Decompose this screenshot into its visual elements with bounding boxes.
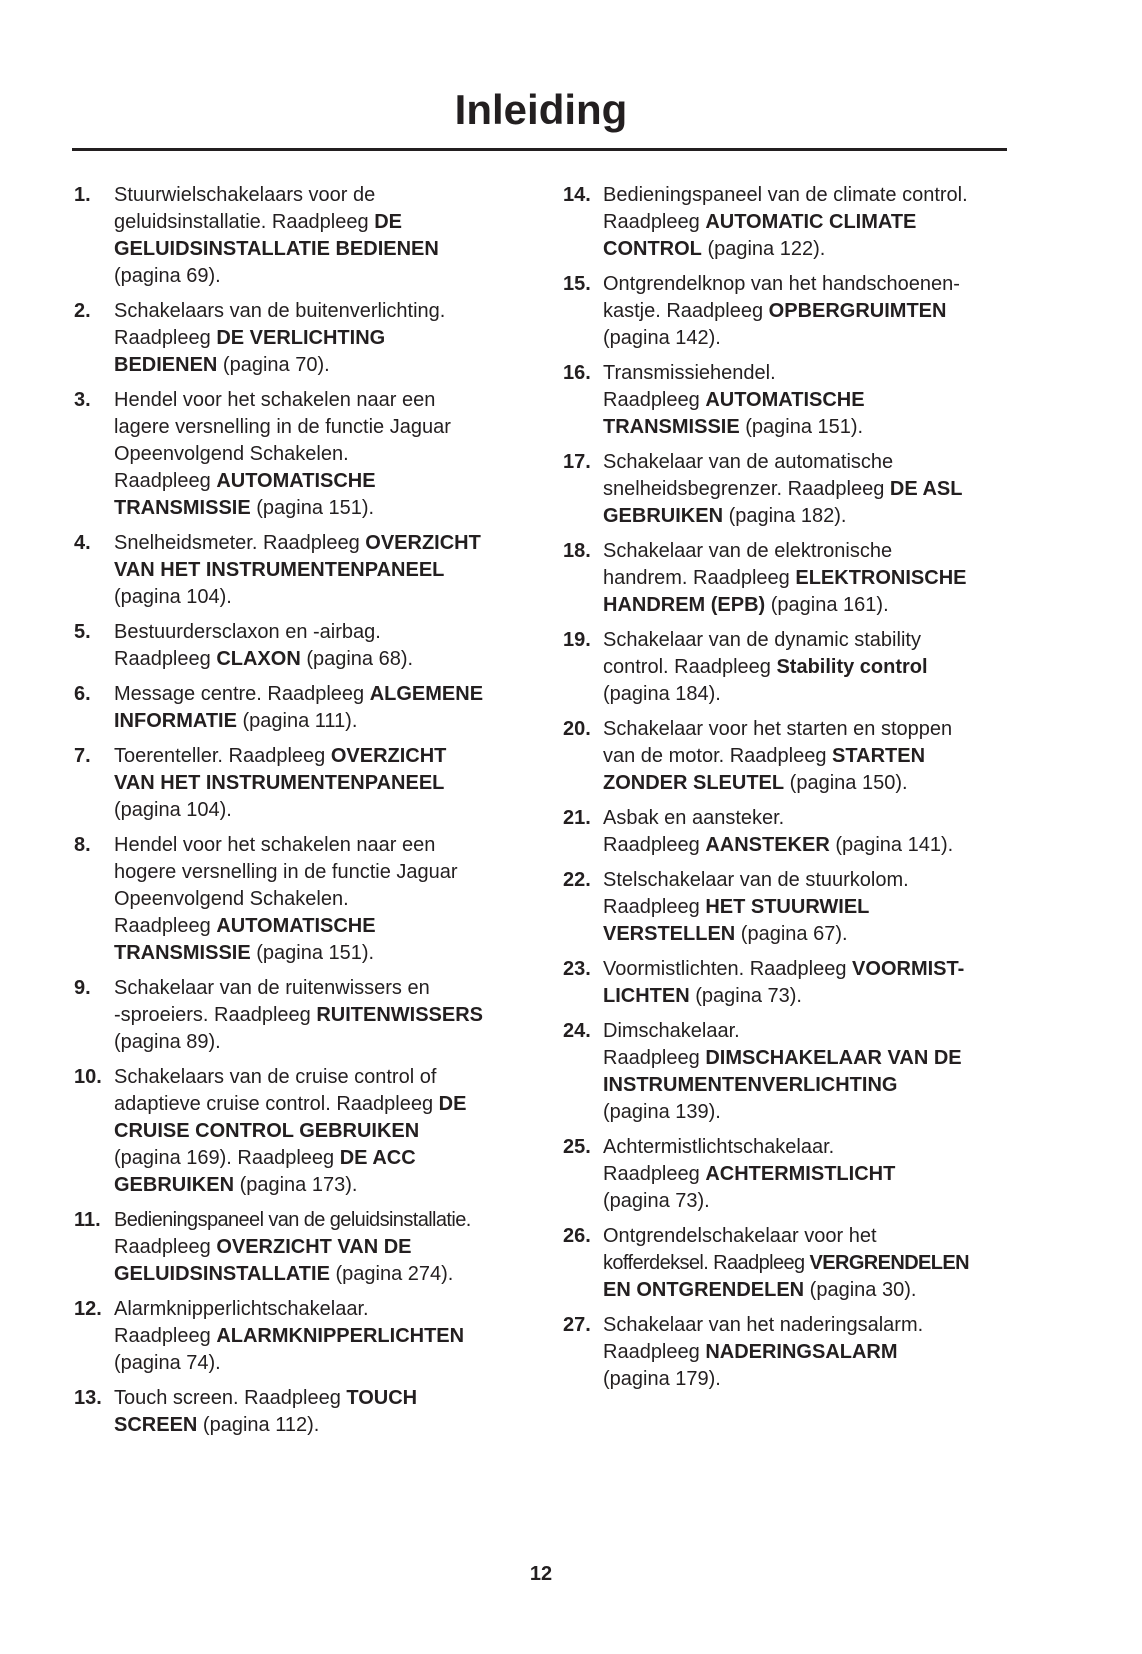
item-number: 22. xyxy=(563,869,591,891)
item-number: 16. xyxy=(563,362,591,384)
item-number: 5. xyxy=(74,621,91,643)
item-number: 25. xyxy=(563,1136,591,1158)
item-text: Asbak en aansteker. Raadpleeg AANSTEKER (pagina 141). xyxy=(603,807,954,856)
item-number: 23. xyxy=(563,958,591,980)
list-item xyxy=(563,449,1013,530)
title-divider xyxy=(72,148,1007,151)
item-text: Schakelaar van het naderingsalarm. Raadpleeg NADERINGSALARM (pagina 179). xyxy=(603,1314,924,1390)
item-number: 8. xyxy=(74,834,91,856)
item-number: 7. xyxy=(74,745,91,767)
item-number: 26. xyxy=(563,1225,591,1247)
item-number: 6. xyxy=(74,683,91,705)
item-number: 27. xyxy=(563,1314,591,1336)
item-text: Ontgrendelknop van het handschoenen- kastje. Raadpleeg OPBERGRUIMTEN (pagina 142). xyxy=(603,273,960,349)
item-text: Schakelaar voor het starten en stoppen van de motor. Raadpleeg STARTEN ZONDER SLEUTEL (pagina 150). xyxy=(603,718,953,794)
list-item xyxy=(74,298,524,379)
list-item xyxy=(74,182,524,290)
item-text: Snelheidsmeter. Raadpleeg OVERZICHT VAN HET INSTRUMENTENPANEEL (pagina 104). xyxy=(114,532,481,608)
item-number: 12. xyxy=(74,1298,102,1320)
item-text: Toerenteller. Raadpleeg OVERZICHT VAN HET INSTRUMENTENPANEEL (pagina 104). xyxy=(114,745,447,821)
item-text: Schakelaar van de ruitenwissers en -sproeiers. Raadpleeg RUITENWISSERS (pagina 89). xyxy=(114,977,484,1053)
item-number: 3. xyxy=(74,389,91,411)
item-text: Stelschakelaar van de stuurkolom. Raadpleeg HET STUURWIEL VERSTELLEN (pagina 67). xyxy=(603,869,909,945)
item-text: Achtermistlichtschakelaar. Raadpleeg ACHTERMISTLICHT (pagina 73). xyxy=(603,1136,896,1212)
item-text: Hendel voor het schakelen naar een lagere versnelling in de functie Jaguar Opeenvolgend Schakelen. Raadpleeg AUTOMATISCHE TRANSMISSIE (pagina 151). xyxy=(114,389,451,519)
item-text: Bestuurdersclaxon en -airbag. Raadpleeg CLAXON (pagina 68). xyxy=(114,621,414,670)
list-item xyxy=(563,1134,1013,1215)
item-text: Stuurwielschakelaars voor de geluidsinstallatie. Raadpleeg DE GELUIDSINSTALLATIE BEDIENEN (pagina 69). xyxy=(114,184,439,287)
item-text: Voormistlichten. Raadpleeg VOORMIST- LICHTEN (pagina 73). xyxy=(603,958,965,1007)
item-text: Schakelaar van de dynamic stability control. Raadpleeg Stability control (pagina 184). xyxy=(603,629,928,705)
item-text: Schakelaar van de automatische snelheidsbegrenzer. Raadpleeg DE ASL GEBRUIKEN (pagina 182). xyxy=(603,451,963,527)
list-item xyxy=(563,538,1013,619)
item-number: 14. xyxy=(563,184,591,206)
item-text: Message centre. Raadpleeg ALGEMENE INFORMATIE (pagina 111). xyxy=(114,683,484,732)
list-item xyxy=(74,387,524,522)
item-text: Bedieningspaneel van de climate control. Raadpleeg AUTOMATIC CLIMATE CONTROL (pagina 122). xyxy=(603,184,968,260)
item-number: 24. xyxy=(563,1020,591,1042)
list-item xyxy=(74,1296,524,1377)
item-number: 4. xyxy=(74,532,91,554)
list-item xyxy=(74,1207,524,1288)
list-item xyxy=(563,1223,1013,1304)
item-number: 11. xyxy=(74,1209,101,1231)
component-list-right xyxy=(563,182,1013,1393)
item-number: 10. xyxy=(74,1066,102,1088)
list-item xyxy=(74,1385,524,1439)
list-item xyxy=(563,716,1013,797)
list-item xyxy=(563,867,1013,948)
right-column xyxy=(563,182,1013,1401)
item-number: 13. xyxy=(74,1387,102,1409)
item-number: 9. xyxy=(74,977,91,999)
left-column xyxy=(74,182,524,1447)
list-item xyxy=(563,805,1013,859)
list-item xyxy=(74,1064,524,1199)
list-item xyxy=(563,182,1013,263)
list-item xyxy=(74,975,524,1056)
item-text: Transmissiehendel. Raadpleeg AUTOMATISCHE TRANSMISSIE (pagina 151). xyxy=(603,362,865,438)
list-item xyxy=(563,1018,1013,1126)
list-item xyxy=(74,743,524,824)
page-number: 12 xyxy=(529,1563,553,1585)
item-number: 2. xyxy=(74,300,91,322)
item-number: 20. xyxy=(563,718,591,740)
item-text: Alarmknipperlichtschakelaar. Raadpleeg ALARMKNIPPERLICHTEN (pagina 74). xyxy=(114,1298,465,1374)
item-number: 19. xyxy=(563,629,591,651)
list-item xyxy=(563,360,1013,441)
item-text: Ontgrendelschakelaar voor het kofferdeksel. Raadpleeg VERGRENDELEN EN ONTGRENDELEN (pagina 30). xyxy=(603,1225,969,1301)
item-text: Schakelaars van de buitenverlichting. Raadpleeg DE VERLICHTING BEDIENEN (pagina 70). xyxy=(114,300,446,376)
item-number: 15. xyxy=(563,273,591,295)
list-item xyxy=(563,271,1013,352)
list-item xyxy=(74,530,524,611)
item-text: Schakelaars van de cruise control of adaptieve cruise control. Raadpleeg DE CRUISE CONTROL GEBRUIKEN (pagina 169). Raadpleeg DE ACC GEBRUIKEN (pagina 173). xyxy=(114,1066,467,1196)
item-number: 18. xyxy=(563,540,591,562)
item-text: Hendel voor het schakelen naar een hogere versnelling in de functie Jaguar Opeenvolgend Schakelen. Raadpleeg AUTOMATISCHE TRANSMISSIE (pagina 151). xyxy=(114,834,458,964)
list-item xyxy=(74,681,524,735)
item-text: Dimschakelaar. Raadpleeg DIMSCHAKELAAR VAN DE INSTRUMENTENVERLICHTING (pagina 139). xyxy=(603,1020,962,1123)
component-list-left xyxy=(74,182,524,1439)
list-item xyxy=(563,627,1013,708)
list-item xyxy=(563,956,1013,1010)
item-text: Schakelaar van de elektronische handrem. Raadpleeg ELEKTRONISCHE HANDREM (EPB) (pagina 161). xyxy=(603,540,967,616)
item-number: 21. xyxy=(563,807,591,829)
list-item xyxy=(74,619,524,673)
item-number: 1. xyxy=(74,184,91,206)
item-text: Bedieningspaneel van de geluidsinstallatie. Raadpleeg OVERZICHT VAN DE GELUIDSINSTALLATIE (pagina 274). xyxy=(114,1209,471,1285)
list-item xyxy=(74,832,524,967)
item-text: Touch screen. Raadpleeg TOUCH SCREEN (pagina 112). xyxy=(114,1387,418,1436)
list-item xyxy=(563,1312,1013,1393)
page-title: Inleiding xyxy=(454,86,628,133)
item-number: 17. xyxy=(563,451,591,473)
